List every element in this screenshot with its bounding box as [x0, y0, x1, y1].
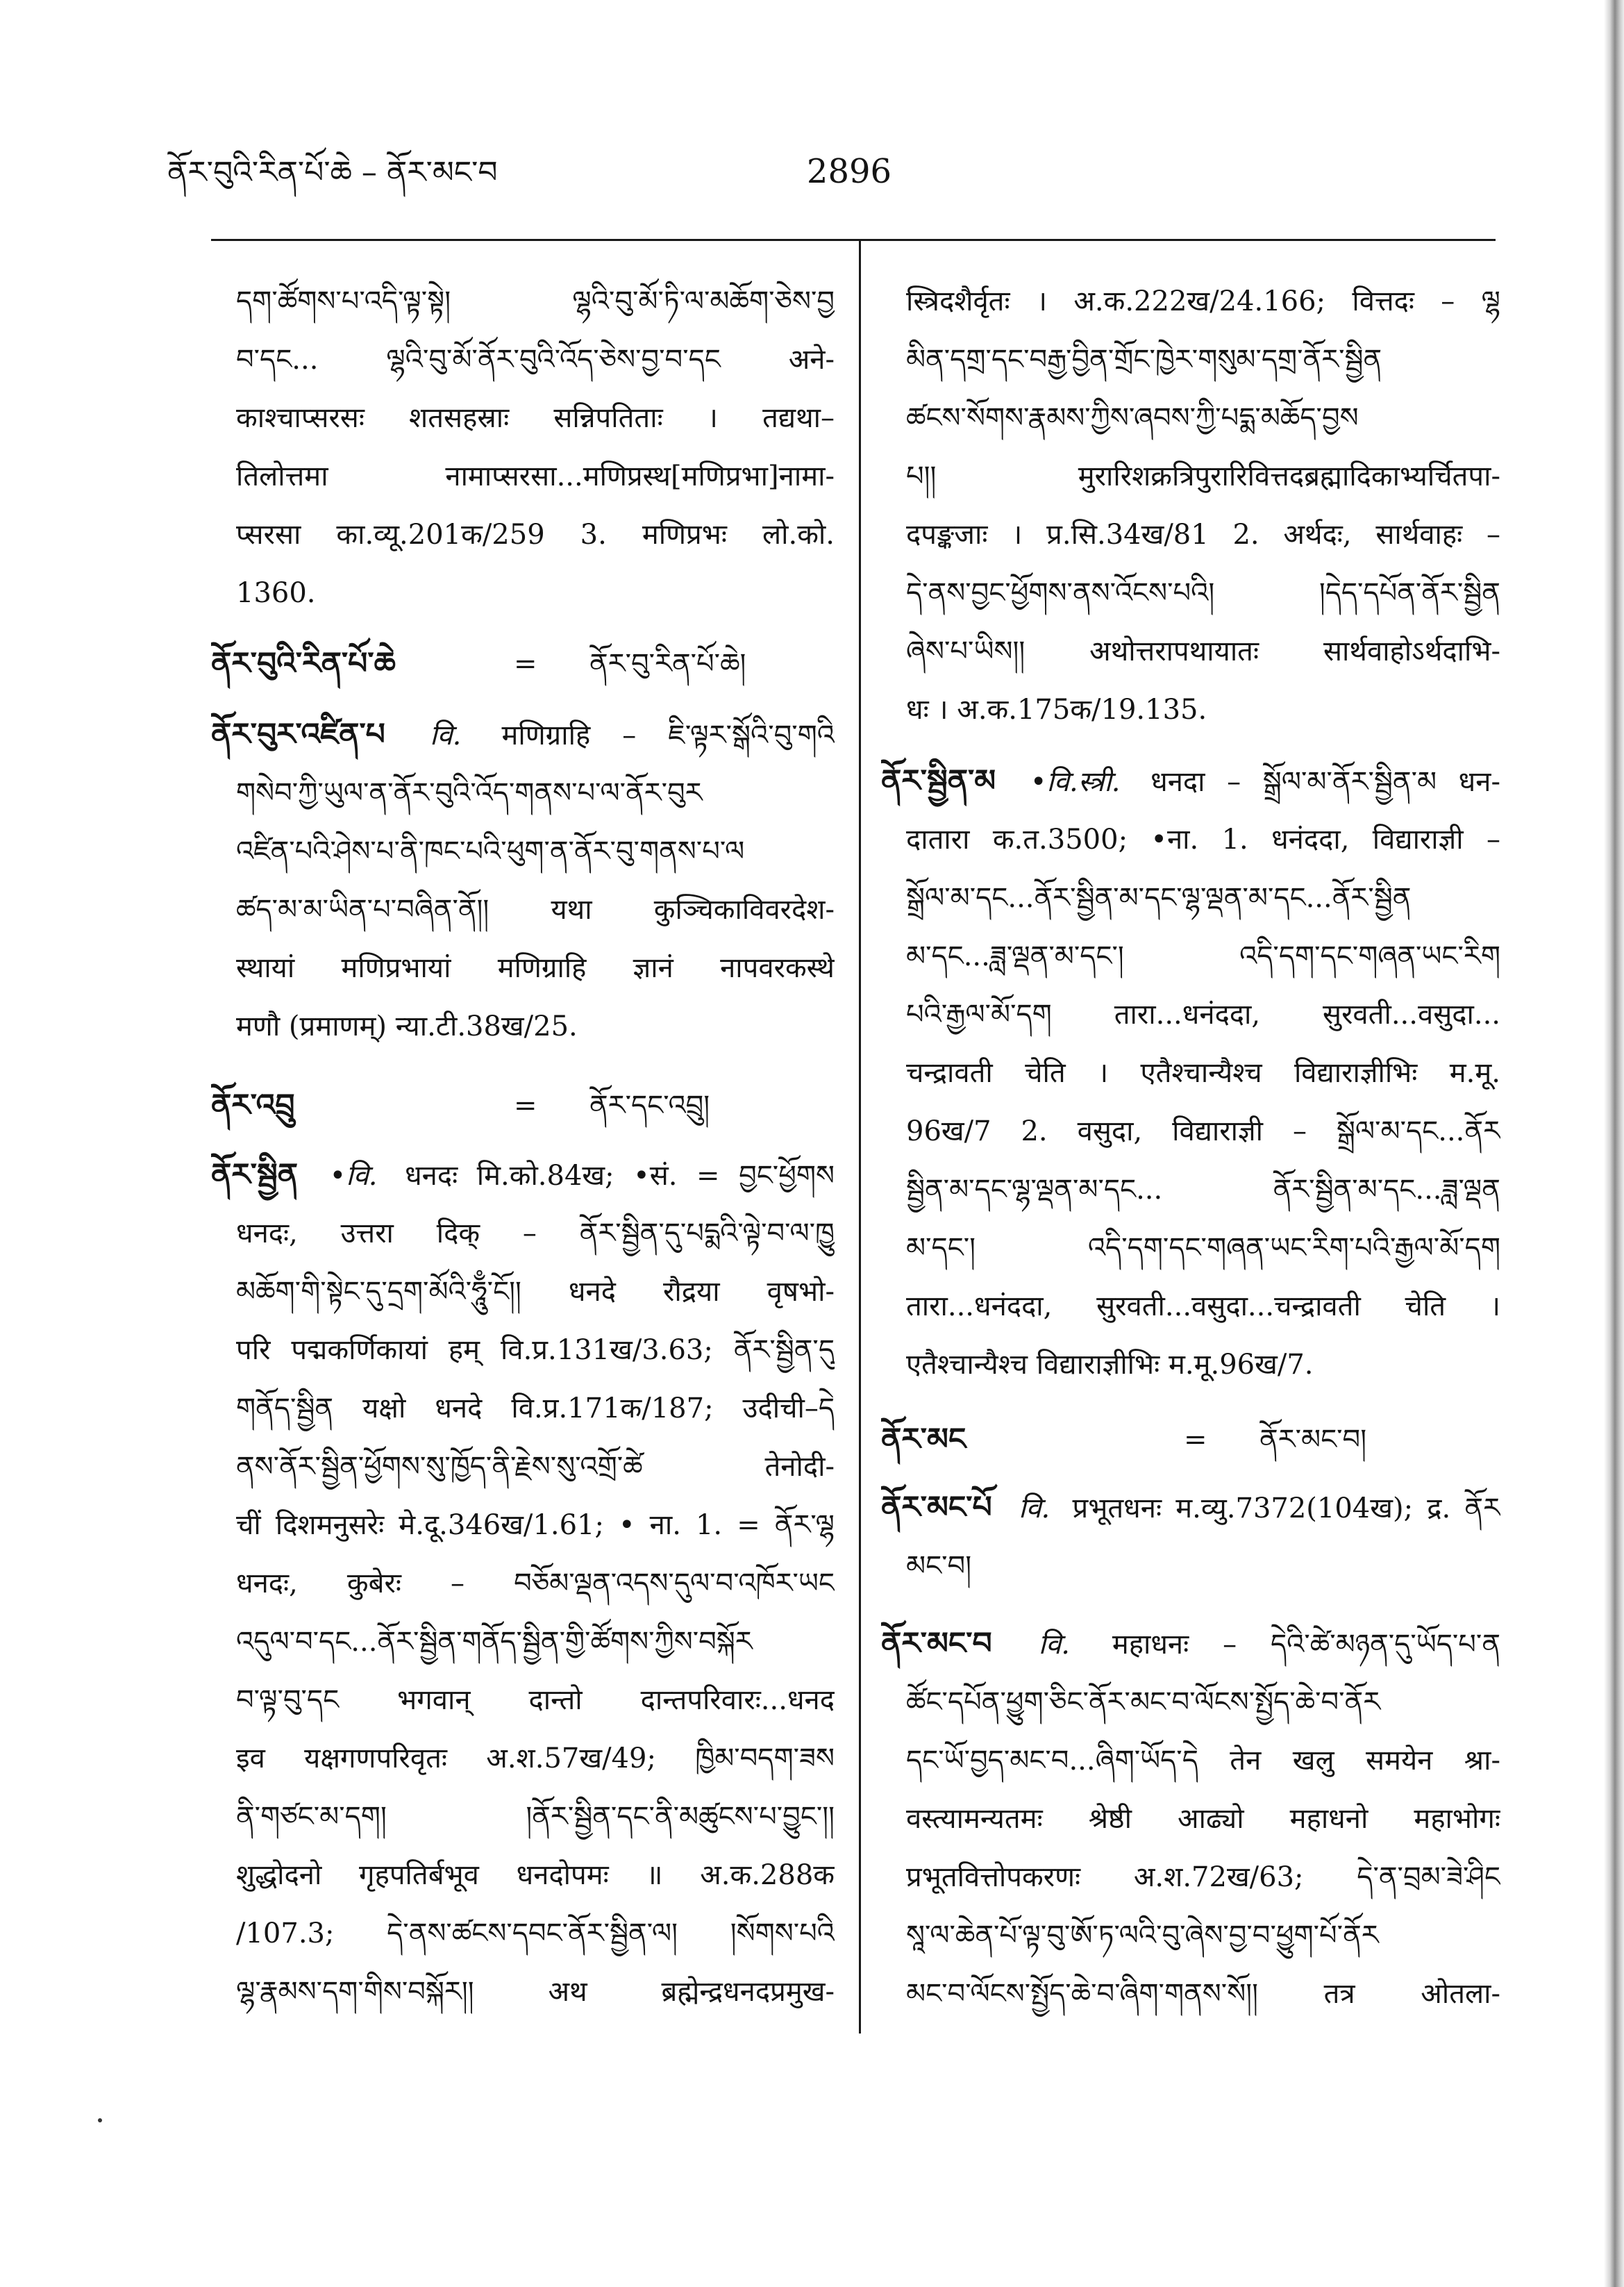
text-line: གསེབ་ཀྱི་ཡུལ་ན་ནོར་བུའི་འོད་གནས་པ་ལ་ནོར་བུར	[236, 777, 703, 809]
text-line: 96ख/7 2. वसुदा, विद्याराज्ञी – སྒྲོལ་མ་དང...ནོར	[906, 1115, 1500, 1147]
text-line: धः । अ.क.175क/19.135.	[906, 694, 1207, 726]
dictionary-entry	[211, 1146, 835, 2021]
entry-line	[881, 1411, 1500, 1469]
entry-text: धनदा – སྒྲོལ་མ་ནོར་སྦྱིན་མ धन-	[1150, 766, 1500, 798]
text-line: शुद्धोदनो गृहपतिर्बभूव धनदोपमः ॥ अ.क.288क	[236, 1859, 835, 1891]
text-line: མ་དང...ཟླ་ལྡན་མ་དང་། འདི་དག་དང་གཞན་ཡང་རིག	[906, 940, 1500, 972]
text-line: चीं दिशमनुसरेः मे.दू.346ख/1.61; • ना. 1. = ནོར་ལྷ	[236, 1509, 835, 1541]
text-line: བ་ལྟ་བུ་དང भगवान् दान्तो दान्तपरिवारः...धनद	[236, 1684, 835, 1716]
text-line: तिलोत्तमा नामाप्सरसा...मणिप्रस्थ[मणिप्रभा]नामा-	[236, 460, 835, 492]
text-line: མཆོག་གི་སྟེང་དུ་དྲག་མོའི་ཧཱུྃ་ངོ།། धनदे रौद्रया वृषभो-	[236, 1276, 835, 1308]
text-line: 1360.	[236, 577, 316, 609]
text-line: धनदः, उत्तरा दिक् – ནོར་སྦྱིན་དུ་པདྨའི་ལྟེ་བ་ལ་ཁྱུ	[236, 1217, 835, 1249]
text-line: ཞེས་པ་ཡིས།། अथोत्तरापथायातः सार्थवाहोऽर्थदाभि-	[906, 635, 1500, 667]
column-divider	[859, 240, 861, 2034]
page-number: 2896	[806, 152, 892, 191]
text-line: པ།། मुरारिशक्रत्रिपुरारिवित्तदब्रह्मादिकाभ्यर्चितपा-	[906, 460, 1500, 492]
text-line: མིན་དགྲ་དང་བརྒྱ་བྱིན་གྲོང་ཁྱེར་གསུམ་དགྲ་ནོར་སྦྱིན	[906, 344, 1382, 376]
entry-first-line	[881, 1615, 1500, 1673]
equals-sign: =	[1184, 1424, 1207, 1456]
text-line: तारा...धनंददा, सुरवती...वसुदा...चन्द्रावती चेति ।	[906, 1290, 1500, 1322]
text-line: ནི་གཙང་མ་དག། །ནོར་སྦྱིན་དང་ནི་མཚུངས་པ་བྱུང་།།	[236, 1801, 835, 1833]
cross-reference-entry	[881, 1411, 1500, 1469]
dictionary-entry	[881, 1479, 1500, 1595]
running-title: ནོར་བུའི་རིན་པོ་ཆེ – ནོར་མང་བ	[167, 155, 498, 190]
text-line: वस्त्यामन्यतमः श्रेष्ठी आढ्यो महाधनो महाभोगः	[906, 1803, 1500, 1835]
continuation-block	[881, 272, 1500, 739]
text-line: दपङ्कजाः । प्र.सि.34ख/81 2. अर्थदः, सार्थवाहः –	[906, 519, 1500, 551]
scan-speck	[98, 2118, 102, 2122]
grammar-label: •वि.स्त्री.	[1030, 766, 1121, 798]
entry-text: धनदः मि.को.84ख; •सं. = བྱང་ཕྱོགས	[405, 1160, 835, 1192]
entry-first-line	[881, 752, 1500, 810]
text-line: དང་ཡོ་བྱད་མང་བ...ཞིག་ཡོད་དེ तेन खलु समयेन श्रा-	[906, 1745, 1500, 1777]
text-line: /107.3; དེ་ནས་ཚངས་དབང་ནོར་སྦྱིན་ལ། །སོགས་པའི	[236, 1918, 835, 1949]
continuation-block	[211, 272, 835, 622]
scan-edge-shadow	[1604, 0, 1624, 2287]
entry-text: प्रभूतधनः म.व्यु.7372(104ख); द्र. ནོར	[1072, 1492, 1500, 1524]
text-line: इव यक्षगणपरिवृतः अ.श.57ख/49; ཁྱིམ་བདག་ཟས	[236, 1743, 835, 1774]
text-line: སྒྲོལ་མ་དང...ནོར་སྦྱིན་མ་དང་ལྷ་ལྡན་མ་དང...ནོར་སྦྱིན	[906, 882, 1412, 914]
cross-reference-target: ནོར་དང་འབྲུ།	[589, 1090, 710, 1122]
text-line: एतैश्चान्यैश्च विद्याराज्ञीभिः म.मू.96ख/7.	[906, 1349, 1314, 1381]
text-line: སཱ་ལ་ཆེན་པོ་ལྟ་བུ་ཨོ་ཏ་ལའི་བུ་ཞེས་བྱ་བ་ཕྱུག་པོ་ནོར	[906, 1920, 1379, 1952]
text-line: བ་དང... ལྷའི་བུ་མོ་ནོར་བུའི་འོད་ཅེས་བྱ་བ་དང अने-	[236, 344, 835, 376]
cross-reference-entry	[211, 635, 835, 693]
entry-line	[211, 635, 835, 693]
equals-sign: =	[514, 1090, 537, 1122]
text-line: མང་བ།	[906, 1550, 972, 1582]
text-line: मणौ (प्रमाणम्) न्या.टी.38ख/25.	[236, 1011, 578, 1042]
grammar-label: वि.	[1038, 1629, 1070, 1661]
entry-headword: ནོར་བུའི་རིན་པོ་ཆེ	[211, 646, 396, 681]
entry-first-line	[881, 1479, 1500, 1537]
text-line: काश्चाप्सरसः शतसहस्राः सन्निपतिताः । तद्यथा–	[236, 402, 835, 434]
dictionary-entry	[881, 752, 1500, 1394]
text-line: མང་བ་ལོངས་སྤྱོད་ཆེ་བ་ཞིག་གནས་སོ།། तत्र ओतला-	[906, 1978, 1500, 2010]
entry-headword: ནོར་མང་པོ	[881, 1490, 992, 1525]
text-line: धनदः, कुबेरः – བཅོམ་ལྡན་འདས་དུལ་བ་འཁོར་ཡང	[236, 1567, 835, 1599]
header-rule	[211, 239, 1496, 241]
entry-headword: ནོར་སྦྱིན	[211, 1157, 299, 1192]
entry-line	[211, 1076, 835, 1135]
entry-headword: ནོར་སྦྱིན་མ	[881, 763, 996, 799]
text-line: ཚངས་སོགས་རྣམས་ཀྱིས་ཞབས་ཀྱི་པདྨ་མཆོད་བྱས	[906, 402, 1359, 434]
grammar-label: •वि.	[329, 1160, 378, 1192]
dictionary-entry	[881, 1615, 1500, 2023]
text-line: འཛིན་པའི་ཤེས་པ་ནི་ཁང་པའི་ཕུག་ན་ནོར་བུ་གནས་པ་ལ	[236, 835, 745, 867]
text-line: चन्द्रावती चेति । एतैश्चान्यैश्च विद्याराज्ञीभिः म.मू.	[906, 1057, 1500, 1089]
entry-headword: ནོར་འབྲུ	[211, 1088, 295, 1123]
text-line: འདུལ་བ་དང...ནོར་སྦྱིན་གནོད་སྦྱིན་གྱི་ཚོགས་ཀྱིས་བསྐོར	[236, 1626, 753, 1658]
right-column	[881, 272, 1500, 2050]
grammar-label: वि.	[1018, 1492, 1050, 1524]
text-line: དག་ཚོགས་པ་འདི་ལྟ་སྟེ། ལྷའི་བུ་མོ་ཏི་ལ་མཆོག་ཅེས་བྱ	[236, 285, 835, 317]
text-line: ལྷ་རྣམས་དག་གིས་བསྐོར།། अथ ब्रह्मेन्द्रधनदप्रमुख-	[236, 1976, 835, 2008]
text-line: प्रभूतवित्तोपकरणः अ.श.72ख/63; དེ་ན་བྲམ་ཟེ་ཤིང	[906, 1861, 1500, 1893]
text-line: པའི་རྒྱལ་མོ་དག तारा...धनंददा, सुरवती...वसुदा...	[906, 999, 1500, 1031]
text-line: परि पद्मकर्णिकायां हम् वि.प्र.131ख/3.63; ནོར་སྦྱིན་དུ	[236, 1334, 835, 1366]
text-line: ཚད་མ་མ་ཡིན་པ་བཞིན་ནོ།། यथा कुञ्चिकाविवरदेश-	[236, 894, 835, 926]
cross-reference-entry	[211, 1076, 835, 1135]
text-line: प्सरसा का.व्यू.201क/259 3. मणिप्रभः लो.को.	[236, 519, 835, 551]
text-line: स्थायां मणिप्रभायां मणिग्राहि ज्ञानं नापवरकस्थे	[236, 952, 835, 984]
entry-text: मणिग्राहि – ཇི་ལྟར་སྒོའི་བུ་གའི	[501, 720, 835, 751]
cross-reference-target: ནོར་མང་བ།	[1259, 1424, 1367, 1456]
cross-reference-target: ནོར་བུ་རིན་པོ་ཆེ།	[589, 648, 746, 680]
text-line: दातारा क.त.3500; •ना. 1. धनंददा, विद्याराज्ञी –	[906, 824, 1500, 856]
text-line: स्त्रिदशैर्वृतः । अ.क.222ख/24.166; वित्तदः – ལྷ	[906, 285, 1500, 317]
entry-headword: ནོར་བུར་འཛིན་པ	[211, 717, 385, 752]
dictionary-entry	[211, 706, 835, 1056]
entry-headword: ནོར་མང	[881, 1422, 966, 1457]
text-line: སྦྱིན་མ་དང་ལྷ་ལྡན་མ་དང... ནོར་སྦྱིན་མ་དང...ཟླ་ལྡན	[906, 1174, 1500, 1206]
entry-first-line	[211, 1146, 835, 1204]
entry-headword: ནོར་མང་བ	[881, 1626, 992, 1661]
entry-text: महाधनः – དེའི་ཚེ་མཉན་དུ་ཡོད་པ་ན	[1112, 1629, 1500, 1661]
text-line: གནོད་སྦྱིན यक्षो धनदे वि.प्र.171क/187; उदीची–དེ	[236, 1392, 835, 1424]
entry-first-line	[211, 706, 835, 764]
left-column	[211, 272, 835, 2050]
text-line: ནས་ནོར་སྦྱིན་ཕྱོགས་སུ་ཁྱོད་ནི་རྗེས་སུ་འགྲོ་ཚེ तेनोदी-	[236, 1451, 835, 1483]
text-line: མ་དང་། འདི་དག་དང་གཞན་ཡང་རིག་པའི་རྒྱལ་མོ་དག	[906, 1232, 1500, 1264]
text-line: ཚོང་དཔོན་ཕྱུག་ཅིང་ནོར་མང་བ་ལོངས་སྤྱོད་ཆེ་བ་ནོར	[906, 1686, 1381, 1718]
text-line: དེ་ནས་བྱང་ཕྱོགས་ནས་འོངས་པའི། །དེད་དཔོན་ནོར་སྦྱིན	[906, 577, 1500, 609]
equals-sign: =	[514, 648, 537, 680]
grammar-label: वि.	[430, 720, 462, 751]
